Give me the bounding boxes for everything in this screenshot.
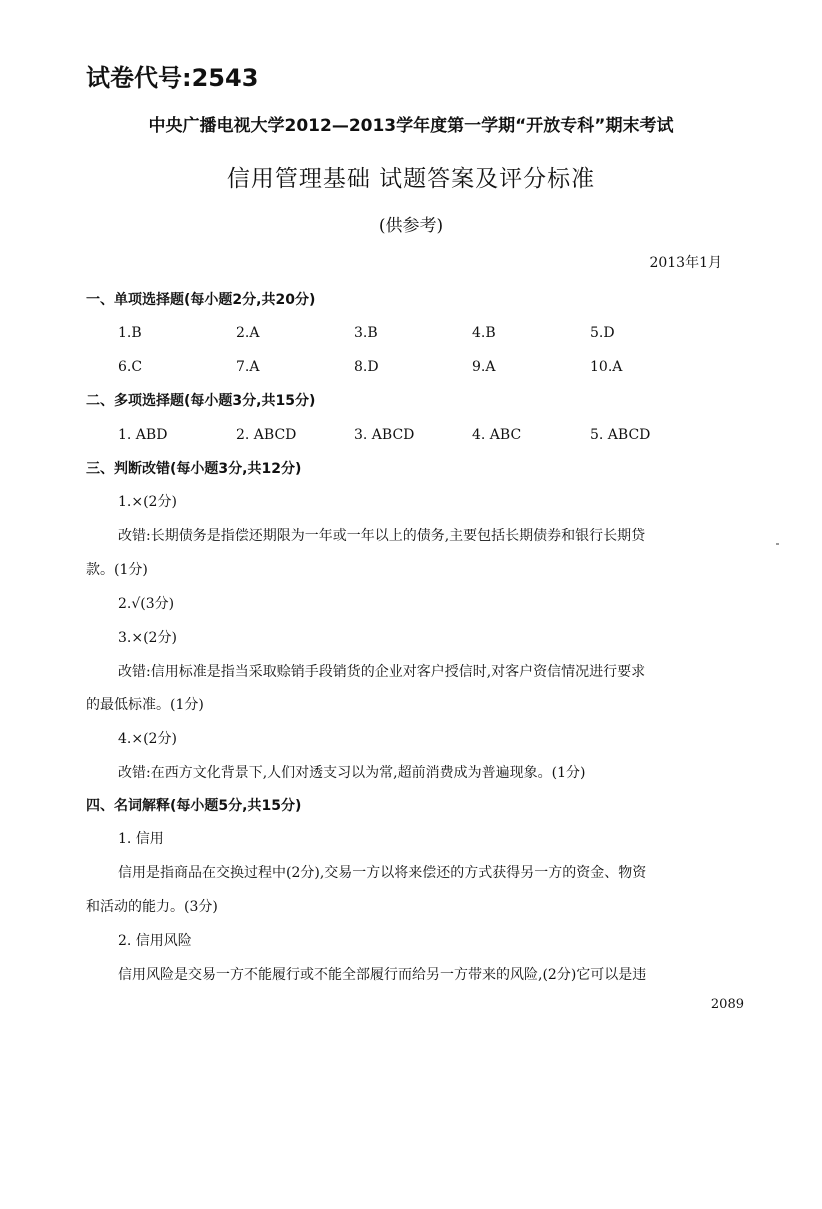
- correction-text: 的最低标准。(1分): [86, 697, 204, 713]
- judgement-item: 4.×(2分): [118, 731, 177, 747]
- answer-item: 10.A: [590, 359, 623, 375]
- exam-date: 2013年1月: [649, 255, 722, 271]
- answer-item: 4.B: [472, 325, 496, 341]
- answer-item: 7.A: [236, 359, 260, 375]
- answer-item: 5.D: [590, 325, 615, 341]
- correction-text: 改错:信用标准是指当采取赊销手段销货的企业对客户授信时,对客户资信情况进行要求: [118, 664, 646, 680]
- section-heading-term-definitions: 四、名词解释(每小题5分,共15分): [86, 798, 302, 814]
- judgement-item: 3.×(2分): [118, 630, 177, 646]
- exam-code: 试卷代号:2543: [86, 64, 259, 92]
- answer-item: 1.B: [118, 325, 142, 341]
- answer-row: [118, 359, 738, 375]
- term-title: 2. 信用风险: [118, 933, 192, 949]
- answer-row: [118, 427, 738, 443]
- answer-item: 2.A: [236, 325, 260, 341]
- correction-text: 款。(1分): [86, 562, 148, 578]
- answer-item: 9.A: [472, 359, 496, 375]
- section-heading-single-choice: 一、单项选择题(每小题2分,共20分): [86, 292, 316, 308]
- definition-text: 信用风险是交易一方不能履行或不能全部履行而给另一方带来的风险,(2分)它可以是违: [118, 967, 647, 983]
- page-number: 2089: [710, 997, 744, 1012]
- answer-item: 1. ABD: [118, 427, 168, 443]
- answer-row: [118, 325, 738, 341]
- correction-text: 改错:在西方文化背景下,人们对透支习以为常,超前消费成为普遍现象。(1分): [118, 765, 586, 781]
- definition-text: 信用是指商品在交换过程中(2分),交易一方以将来偿还的方式获得另一方的资金、物资: [118, 865, 647, 881]
- document-title: 信用管理基础 试题答案及评分标准: [226, 166, 596, 192]
- answer-item: 6.C: [118, 359, 143, 375]
- scan-mark: [776, 543, 779, 545]
- judgement-item: 2.√(3分): [118, 596, 175, 612]
- term-title: 1. 信用: [118, 831, 164, 847]
- document-subtitle: (供参考): [378, 216, 444, 236]
- section-heading-multiple-choice: 二、多项选择题(每小题3分,共15分): [86, 393, 316, 409]
- answer-item: 3.B: [354, 325, 378, 341]
- answer-item: 3. ABCD: [354, 427, 415, 443]
- answer-item: 4. ABC: [472, 427, 522, 443]
- judgement-item: 1.×(2分): [118, 494, 177, 510]
- university-exam-title: 中央广播电视大学2012—2013学年度第一学期“开放专科”期末考试: [148, 116, 674, 136]
- answer-item: 8.D: [354, 359, 379, 375]
- section-heading-true-false: 三、判断改错(每小题3分,共12分): [86, 461, 302, 477]
- answer-item: 2. ABCD: [236, 427, 297, 443]
- answer-item: 5. ABCD: [590, 427, 651, 443]
- correction-text: 改错:长期债务是指偿还期限为一年或一年以上的债务,主要包括长期债券和银行长期贷: [118, 528, 646, 544]
- definition-text: 和活动的能力。(3分): [86, 899, 218, 915]
